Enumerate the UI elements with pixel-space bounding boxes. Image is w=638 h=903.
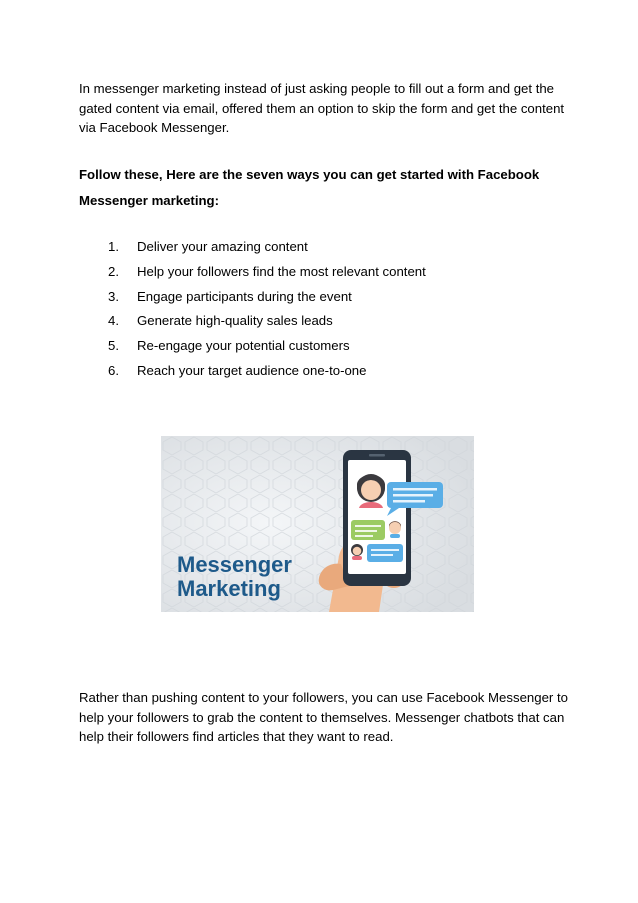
list-item [108,261,528,286]
list-item [108,335,528,360]
list-item [108,310,528,335]
illustration-title-line2: Marketing [177,576,281,601]
list-item-number: 6. [108,362,119,378]
outro-paragraph: Rather than pushing content to your followers, you can use Facebook Messenger to help your followers to grab the content to themselves. Messenger chatbots that can help their followers find articles that they want to read. [79,690,568,744]
list-item-number: 4. [108,313,119,329]
illustration-title-line1: Messenger [177,552,292,577]
list-item-text: Generate high-quality sales leads [137,313,333,329]
phone-illustration [343,450,411,586]
list-item [108,360,528,385]
list-item-text: Re-engage your potential customers [137,338,350,354]
list-item-text: Deliver your amazing content [137,239,308,254]
list-item [108,286,528,311]
section-heading: Follow these, Here are the seven ways you can get started with Facebook Messenger marketing: [79,167,540,208]
illustration-svg [161,436,474,612]
list-item-text: Help your followers find the most relevant content [137,263,426,279]
list-item-text: Reach your target audience one-to-one [137,362,367,378]
messenger-marketing-illustration [161,436,474,612]
list-item-number: 2. [108,263,119,279]
list-item-number: 1. [108,239,119,254]
list-item-number: 5. [108,338,119,354]
intro-paragraph: In messenger marketing instead of just asking people to fill out a form and get the gated content via email, offered them an option to skip the form and get the content via Facebook Messenger. [79,81,565,135]
blue-chat-bubble-small [367,544,403,562]
list-item-number: 3. [108,288,119,304]
list-item [108,236,528,261]
list-item-text: Engage participants during the event [137,288,352,304]
man-avatar [389,522,401,534]
steps-list [108,236,528,385]
